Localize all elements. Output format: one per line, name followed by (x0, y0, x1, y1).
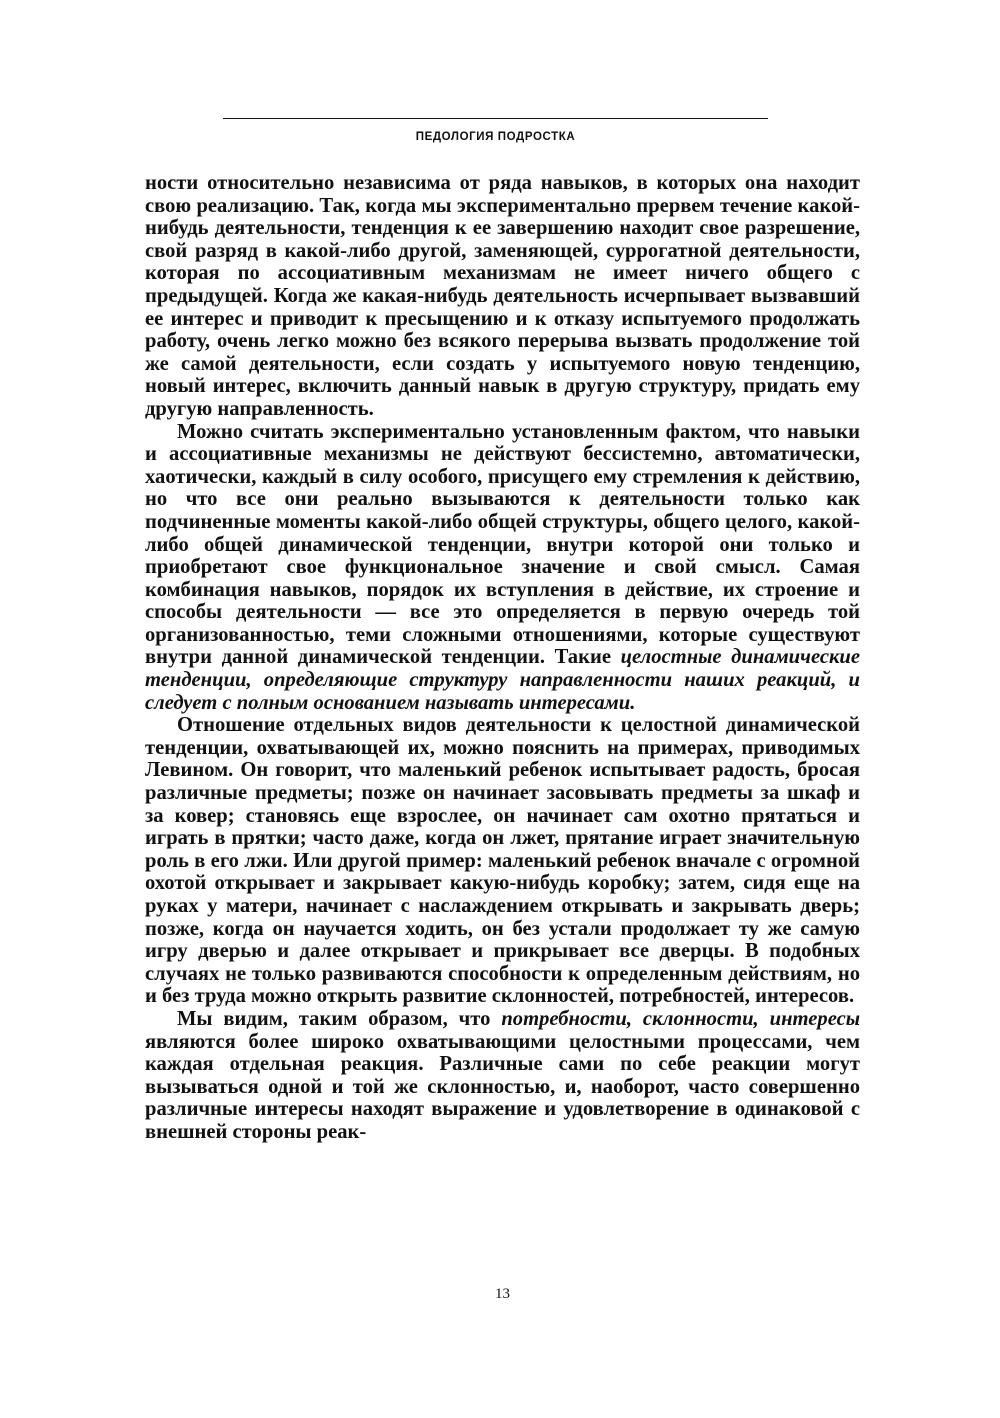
paragraph-emphasis: целостные динамические тенденции, определяющие структуру направленности наших реакций, и следует с полным основанием называть интересами. (145, 646, 860, 714)
running-head: ПЕДОЛОГИЯ ПОДРОСТКА (415, 131, 576, 143)
paragraph-text: Можно считать экспериментально установленным фактом, что навыки и ассоциативные механизмы не действуют бессистемно, автоматически, хаотически, каждый в силу особого, присущего ему стремления к действию, но что все они реально вызываются к деятельности только как подчиненные моменты какой-либо общей структуры, общего целого, какой-либо общей динамической тенденции, внутри которой они только и приобретают свое функциональное значение и свой смысл. Самая комбинация навыков, порядок их вступления в действие, их строение и способы деятельности — все это определяется в первую очередь той организованностью, теми сложными отношениями, которые существуют внутри данной динамической тенденции. Такие (145, 420, 860, 669)
paragraph-text: Отношение отдельных видов деятельности к целостной динамической тенденции, охватывающей их, можно пояснить на примерах, приводимых Левином. Он говорит, что маленький ребенок испытывает радость, бросая различные предметы; позже он начинает засовывать предметы за шкаф и за ковер; становясь еще взрослее, он начинает сам охотно прятаться и играть в прятки; часто даже, когда он лжет, прятание играет значительную роль в его лжи. Или другой пример: маленький ребенок вначале с огромной охотой открывает и закрывает какую-нибудь коробку; затем, сидя еще на руках у матери, начинает с наслаждением открывать и закрывать дверь; позже, когда он научается ходить, он без устали продолжает ту же самую игру дверью и далее открывает и прикрывает все дверцы. В подобных случаях не только развиваются способности к определенным действиям, но и без труда можно открыть развитие склонностей, потребностей, интересов. (145, 714, 860, 1008)
paragraph-text: ности относительно независима от ряда навыков, в которых она находит свою реализацию. Так, когда мы экспериментально прервем течение какой-нибудь деятельности, тенденция к ее завершению находит свое разрешение, свой разряд в какой-либо другой, заменяющей, суррогатной деятельности, которая по ассоциативным механизмам не имеет ничего общего с предыдущей. Когда же какая-нибудь деятельность исчерпывает вызвавший ее интерес и приводит к пресыщению и к отказу испытуемого продолжать работу, очень легко можно без всякого перерыва вызвать продолжение той же самой деятельности, если создать у испытуемого новую тенденцию, новый интерес, включить данный навык в другую структуру, придать ему другую направленность. (145, 172, 860, 420)
paragraph-3 (145, 714, 860, 1008)
header-rule (223, 118, 768, 119)
paragraph-emphasis: потребности, склонности, интересы (501, 1007, 860, 1030)
page-number: 13 (495, 1286, 510, 1302)
paragraph-text: Мы видим, таким образом, что (177, 1007, 502, 1030)
body-text (145, 172, 860, 1144)
paragraph-4 (145, 1008, 860, 1144)
paragraph-text: являются более широко охватывающими целостными процессами, чем каждая отдельная реакция. Различные сами по себе реакции могут вызываться одной и той же склонностью, и, наоборот, часто совершенно различные интересы находят выражение и удовлетворение в одинаковой с внешней стороны реак- (145, 1030, 860, 1143)
paragraph-2 (145, 421, 860, 715)
paragraph-1 (145, 172, 860, 421)
